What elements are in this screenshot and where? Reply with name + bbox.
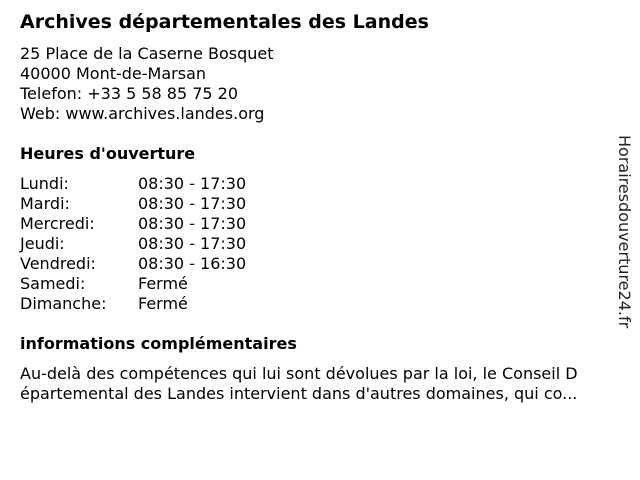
day-hours: 08:30 - 17:30 [138,174,247,193]
address-street: 25 Place de la Caserne Bosquet [20,44,274,63]
day-label: Jeudi: [20,234,65,253]
address-phone: Telefon: +33 5 58 85 75 20 [20,84,239,103]
day-label: Mardi: [20,194,70,213]
day-hours: Fermé [138,274,188,293]
day-hours: 08:30 - 17:30 [138,234,247,253]
day-hours: 08:30 - 16:30 [138,254,247,273]
day-label: Lundi: [20,174,69,193]
day-label: Samedi: [20,274,86,293]
address-city: 40000 Mont-de-Marsan [20,64,207,83]
day-label: Dimanche: [20,294,107,313]
site-watermark: Horairesdouverture24.fr [615,135,634,329]
day-hours: 08:30 - 17:30 [138,194,247,213]
info-heading: informations complémentaires [20,334,297,353]
address-block [20,44,274,124]
info-description-line: Au-delà des compétences qui lui sont dévolues par la loi, le Conseil D [20,364,578,383]
hours-heading: Heures d'ouverture [20,144,196,163]
page-title: Archives départementales des Landes [20,11,429,33]
info-description [20,364,628,404]
day-label: Mercredi: [20,214,95,233]
info-description-line: épartemental des Landes intervient dans d'autres domaines, qui co... [20,384,578,403]
address-web: Web: www.archives.landes.org [20,104,265,123]
day-hours: Fermé [138,294,188,313]
day-label: Vendredi: [20,254,96,273]
day-hours: 08:30 - 17:30 [138,214,247,233]
